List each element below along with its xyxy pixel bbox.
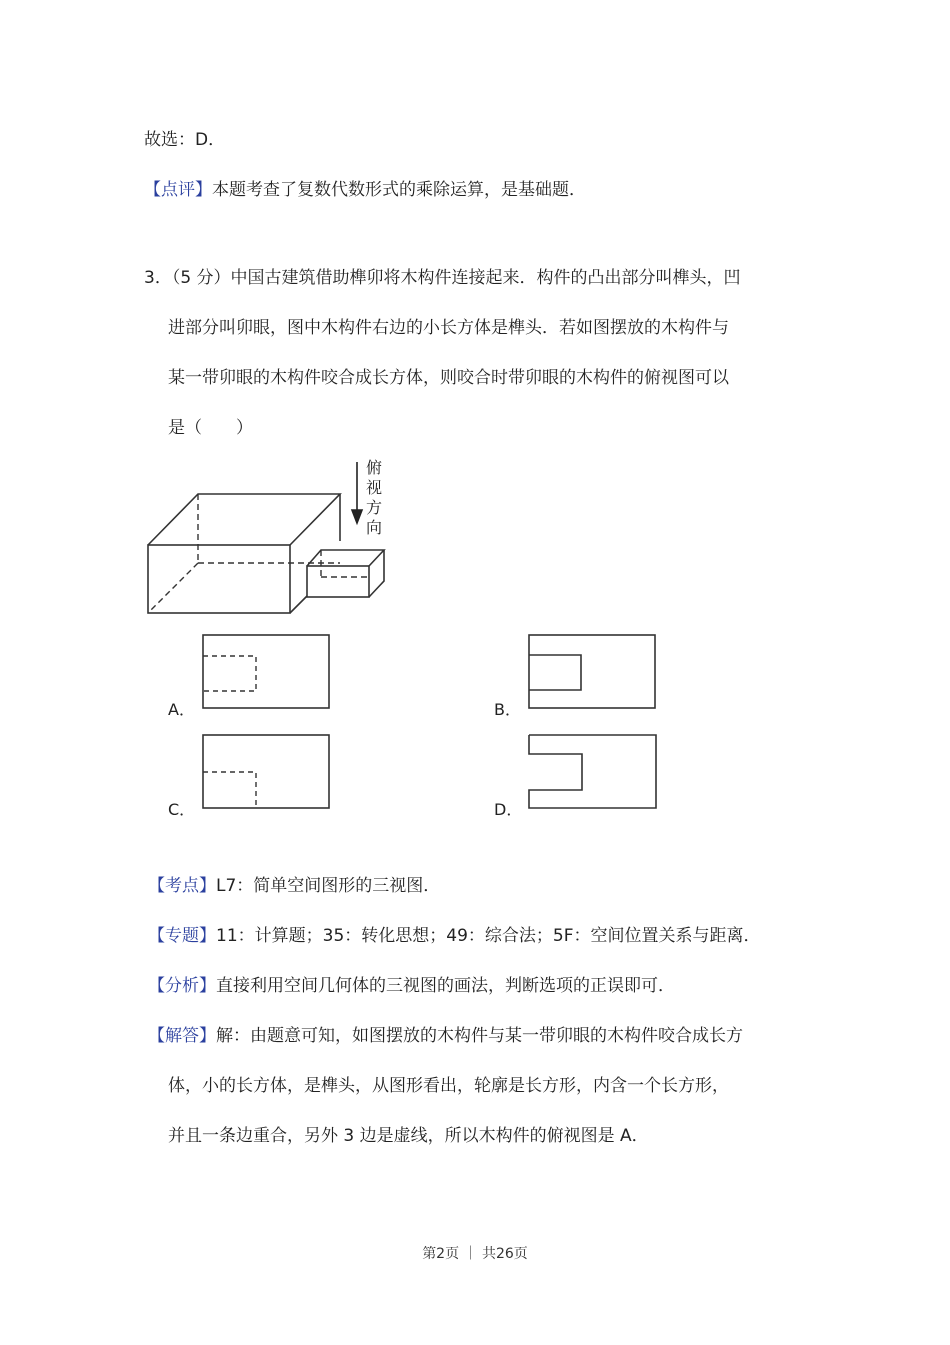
fenxi-line	[148, 974, 675, 998]
option-b-label[interactable]: B．	[494, 700, 521, 719]
kaodian-line	[148, 874, 440, 898]
fenxi-tag: 【分析】	[148, 976, 216, 996]
jieda-text-1: 解：由题意可知，如图摆放的木构件与某一带卯眼的木构件咬合成长方	[216, 1026, 743, 1046]
direction-char: 向	[366, 518, 383, 537]
zhuanti-text: 11：计算题；35：转化思想；49：综合法；5F：空间位置关系与距离．	[216, 926, 761, 946]
comment-text: 本题考查了复数代数形式的乘除运算，是基础题．	[212, 180, 586, 200]
question-line-3: 某一带卯眼的木构件咬合成长方体，则咬合时带卯眼的木构件的俯视图可以	[168, 368, 729, 388]
kaodian-tag: 【考点】	[148, 876, 216, 896]
page-footer: 第2页 ｜ 共26页	[422, 1246, 528, 1262]
fenxi-text: 直接利用空间几何体的三视图的画法，判断选项的正误即可．	[216, 976, 675, 996]
option-a-label[interactable]: A．	[168, 700, 195, 719]
question-line-4: 是（ ）	[168, 418, 253, 438]
jieda-line-3: 并且一条边重合，另外 3 边是虚线，所以木构件的俯视图是 A．	[168, 1126, 649, 1146]
option-c-label[interactable]: C．	[168, 800, 196, 819]
zhuanti-line	[148, 924, 761, 948]
jieda-line-1	[148, 1024, 743, 1048]
question-line-1: 3．（5 分）中国古建筑借助榫卯将木构件连接起来．构件的凸出部分叫榫头，凹	[144, 268, 741, 288]
comment-tag: 【点评】	[144, 180, 212, 200]
prev-answer: 故选：D．	[144, 130, 226, 150]
direction-char: 方	[366, 498, 383, 517]
jieda-line-2: 体，小的长方体，是榫头，从图形看出，轮廓是长方形，内含一个长方形，	[168, 1076, 729, 1096]
jieda-tag: 【解答】	[148, 1026, 216, 1046]
question-line-2: 进部分叫卯眼，图中木构件右边的小长方体是榫头．若如图摆放的木构件与	[168, 318, 729, 338]
option-d-label[interactable]: D．	[494, 800, 523, 819]
kaodian-text: L7：简单空间图形的三视图．	[216, 876, 441, 896]
direction-char: 俯	[366, 458, 383, 477]
direction-char: 视	[366, 478, 383, 497]
zhuanti-tag: 【专题】	[148, 926, 216, 946]
